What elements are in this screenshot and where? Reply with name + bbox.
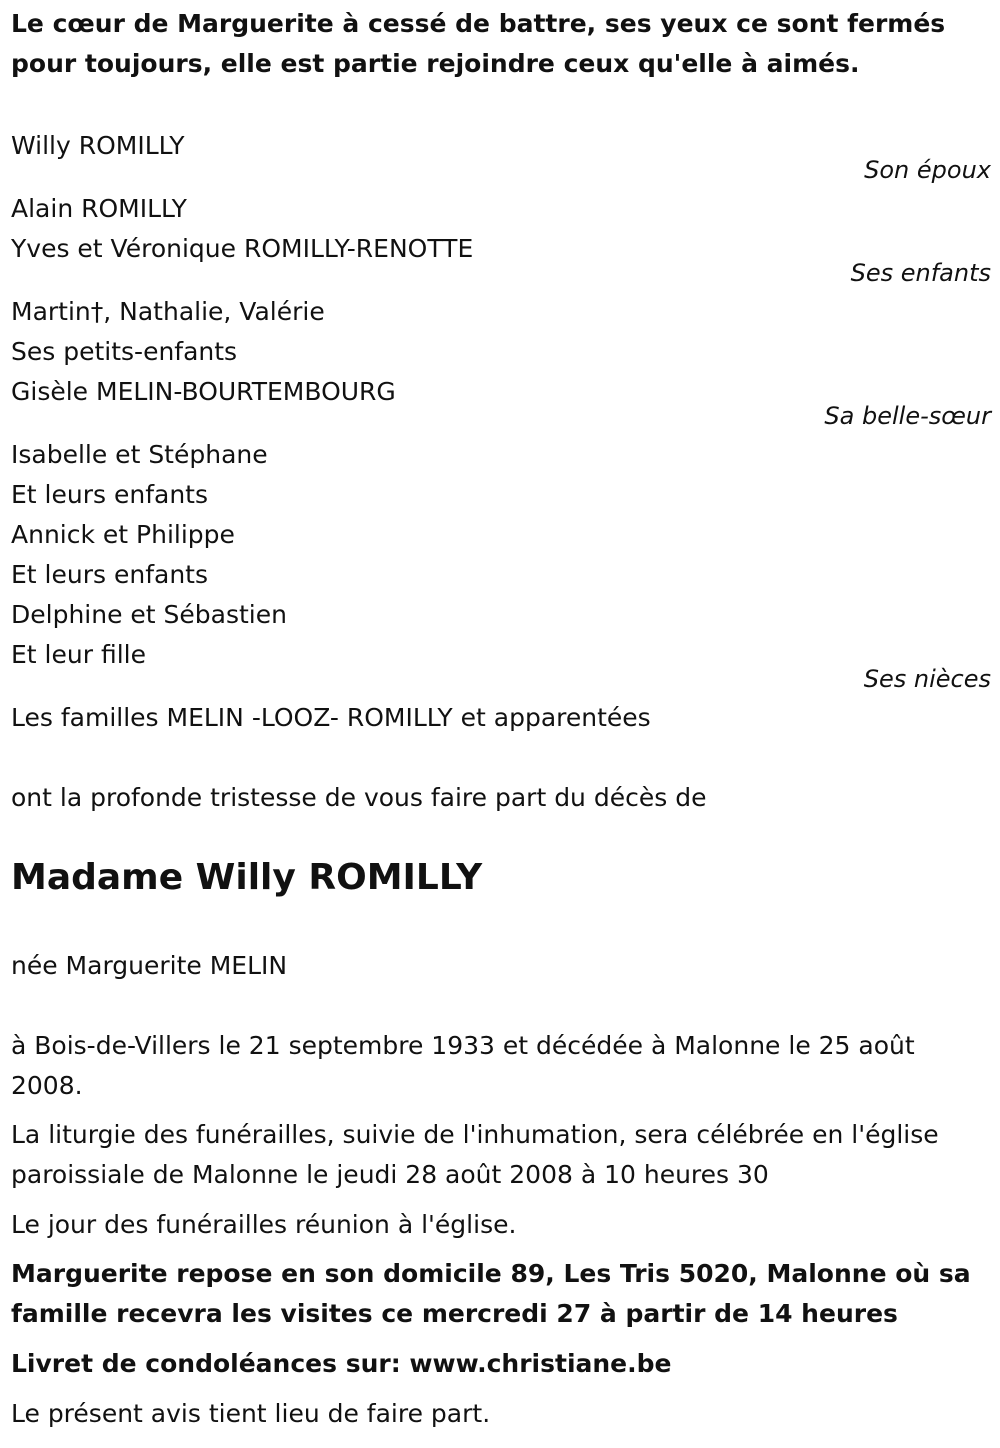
deceased-name: Madame Willy ROMILLY	[11, 857, 483, 898]
niece-2-children: Et leurs enfants	[11, 560, 208, 589]
spouse-name: Willy ROMILLY	[11, 131, 185, 160]
reunion-text: Le jour des funérailles réunion à l'église.	[11, 1210, 517, 1239]
grandchildren-names: Martin†, Nathalie, Valérie	[11, 297, 325, 326]
condolences-text: Livret de condoléances sur: www.christiane.be	[11, 1349, 672, 1378]
children-role: Ses enfants	[850, 259, 991, 287]
intro-text: Le cœur de Marguerite à cessé de battre, ses yeux ce sont fermés pour toujours, elle est partie rejoindre ceux qu'elle à aimés.	[11, 9, 946, 78]
grandchildren-label: Ses petits-enfants	[11, 337, 238, 366]
nieces-role: Ses nièces	[863, 665, 991, 693]
sister-in-law-role: Sa belle-sœur	[824, 402, 991, 430]
child-1: Alain ROMILLY	[11, 194, 187, 223]
birth-death-text: à Bois-de-Villers le 21 septembre 1933 et décédée à Malonne le 25 août 2008.	[11, 1031, 915, 1100]
extended-families: Les familles MELIN -LOOZ- ROMILLY et apparentées	[11, 703, 651, 732]
niece-2: Annick et Philippe	[11, 520, 235, 549]
announcement-text: ont la profonde tristesse de vous faire part du décès de	[11, 783, 707, 812]
niece-3-children: Et leur fille	[11, 640, 146, 669]
niece-1-children: Et leurs enfants	[11, 480, 208, 509]
child-2: Yves et Véronique ROMILLY-RENOTTE	[11, 234, 474, 263]
spouse-role: Son époux	[864, 156, 991, 184]
niece-1: Isabelle et Stéphane	[11, 440, 268, 469]
maiden-name: née Marguerite MELIN	[11, 951, 288, 980]
sister-in-law-name: Gisèle MELIN-BOURTEMBOURG	[11, 377, 396, 406]
visitation-text: Marguerite repose en son domicile 89, Les Tris 5020, Malonne où sa famille recevra les visites ce mercredi 27 à partir de 14 heures	[11, 1259, 971, 1328]
niece-3: Delphine et Sébastien	[11, 600, 287, 629]
liturgy-text: La liturgie des funérailles, suivie de l'inhumation, sera célébrée en l'église paroissiale de Malonne le jeudi 28 août 2008 à 10 heures 30	[11, 1120, 939, 1189]
notice-text: Le présent avis tient lieu de faire part.	[11, 1399, 491, 1428]
